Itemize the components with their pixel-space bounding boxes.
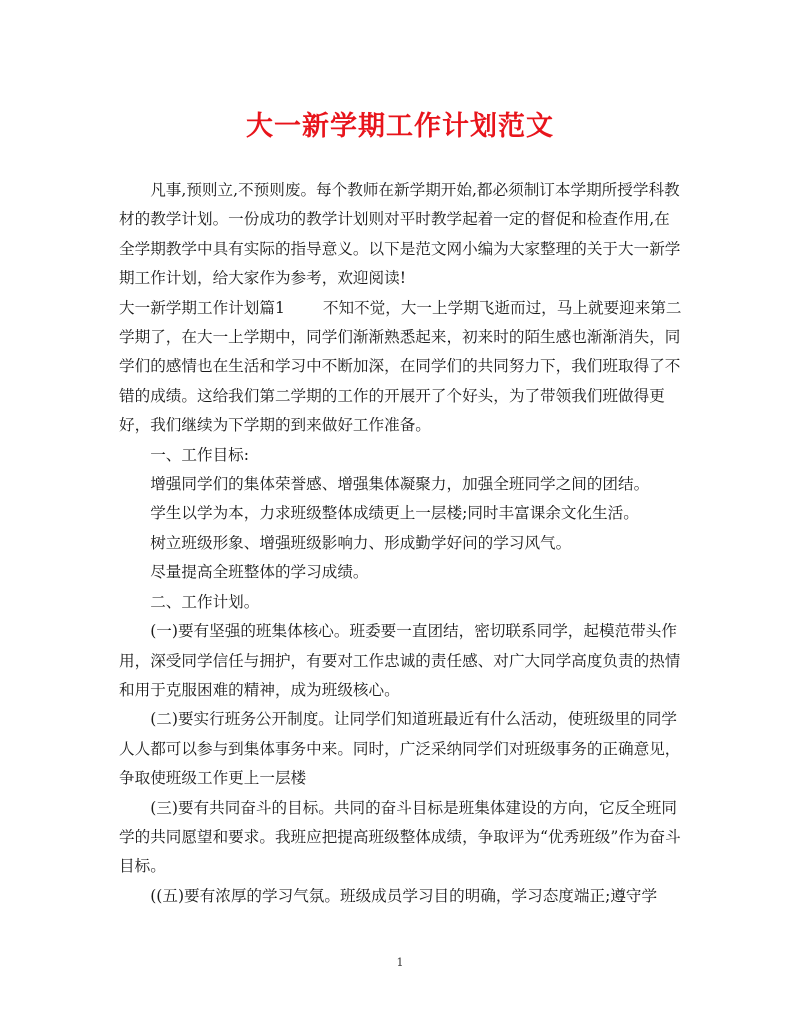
paragraph: 二、工作计划。 (150, 592, 260, 611)
paragraph: (一)要有坚强的班集体核心。班委要一直团结，密切联系同学，起模范带头作用，深受同学信任与拥护，有要对工作忠诚的责任感、对广大同学高度负责的热情和用于克服困难的精神，成为班级核心。 (119, 622, 681, 699)
section-first-paragraph (119, 294, 685, 441)
paragraph: 树立班级形象、增强班级影响力、形成勤学好问的学习风气。 (150, 533, 572, 552)
section-heading: 大一新学期工作计划篇1 (119, 298, 285, 317)
intro-paragraph: 凡事,预则立,不预则废。每个教师在新学期开始,都必须制订本学期所授学科教材的教学计划。一份成功的教学计划则对平时教学起着一定的督促和检查作用,在全学期教学中具有实际的指导意义。以下是范文网小编为大家整理的关于大一新学期工作计划，给大家作为参考，欢迎阅读! (119, 181, 681, 288)
document-body (119, 176, 685, 911)
paragraph: 一、工作目标: (150, 445, 250, 464)
paragraph: 尽量提高全班整体的学习成绩。 (150, 563, 369, 582)
page-number: 1 (396, 956, 404, 969)
paragraph: (二)要实行班务公开制度。让同学们知道班最近有什么活动，使班级里的同学人人都可以参与到集体事务中来。同时，广泛采纳同学们对班级事务的正确意见，争取使班级工作更上一层楼 (119, 710, 681, 788)
document-title: 大一新学期工作计划范文 (246, 111, 554, 142)
paragraph: (三)要有共同奋斗的目标。共同的奋斗目标是班集体建设的方向，它反全班同学的共同愿望和要求。我班应把提高班级整体成绩，争取评为“优秀班级”作为奋斗目标。 (119, 798, 681, 876)
paragraph: 学生以学为本，力求班级整体成绩更上一层楼;同时丰富课余文化生活。 (150, 504, 639, 523)
paragraph: 增强同学们的集体荣誉感、增强集体凝聚力，加强全班同学之间的团结。 (150, 475, 650, 494)
paragraph: ((五)要有浓厚的学习气氛。班级成员学习目的明确，学习态度端正;遵守学 (150, 886, 658, 905)
section-first-text: 不知不觉，大一上学期飞逝而过，马上就要迎来第二学期了，在大一上学期中，同学们渐渐熟悉起来，初来时的陌生感也渐渐消失，同学们的感情也在生活和学习中不断加深，在同学们的共同努力下，我们班取得了不错的成绩。这给我们第二学期的工作的开展开了个好头，为了带领我们班做得更好，我们继续为下学期的到来做好工作准备。 (119, 298, 682, 435)
